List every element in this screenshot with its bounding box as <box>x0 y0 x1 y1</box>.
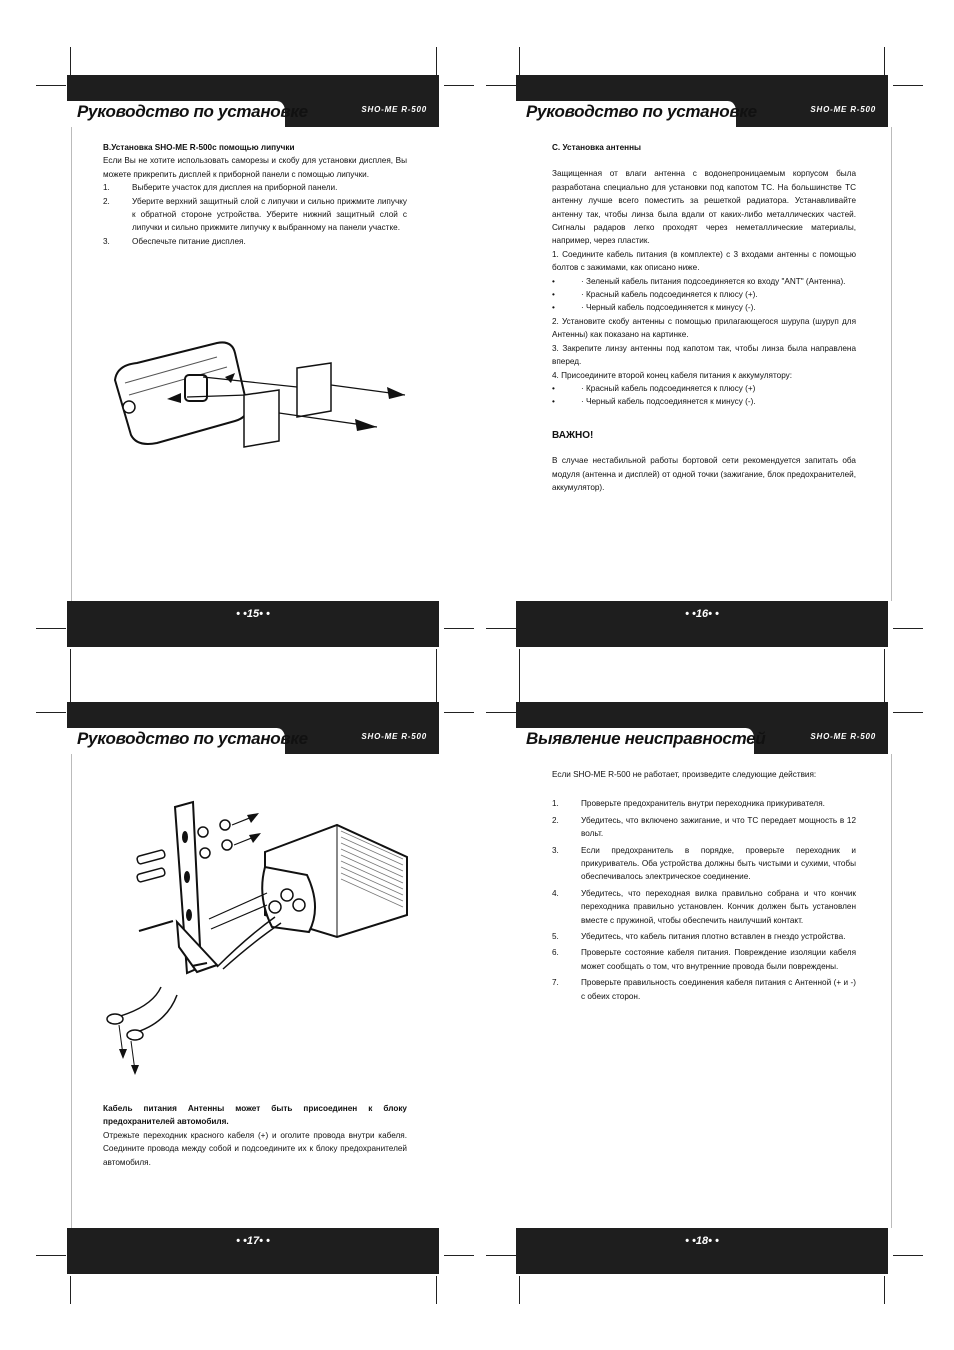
footer-bar <box>516 601 888 647</box>
footer-bar <box>67 601 439 647</box>
page-17 <box>67 702 439 1284</box>
step-text: 1. Соедините кабель питания (в комплекте) с 3 входами антенны с помощью болтов с зажимами, как описано ниже. <box>552 249 856 273</box>
paragraph: Защищенная от влаги антенна с водонепроницаемым корпусом была разработана специально для установки под капотом ТС. На большинстве ТС антенну лучше всего поместить за решеткой радиатора. Устанавливайте антенну так, чтобы линза была вдали от каких-либо металлических частей. Сигналы радаров легко проходят через неметаллические материалы, например, через пластик. <box>552 169 856 246</box>
crop-mark <box>436 1276 437 1304</box>
page-title: Руководство по установке <box>77 729 308 748</box>
crop-mark <box>436 649 437 677</box>
crop-mark <box>884 649 885 677</box>
title-tab <box>516 728 766 754</box>
page-18 <box>516 702 888 1284</box>
page-number: • •18• • <box>685 1235 719 1247</box>
step-text: 3. Закрепите линзу антенны под капотом так, чтобы линза была направлена вперед. <box>552 343 856 367</box>
content <box>103 1102 407 1169</box>
list-item: 1. Проверьте предохранитель внутри переходника прикуривателя. <box>552 799 825 809</box>
section-heading: C. Установка антенны <box>552 143 642 152</box>
list-item: 7. Проверьте правильность соединения кабеля питания с Антенной (+ и -) с обеих сторон. <box>552 978 856 1001</box>
velcro-illustration <box>107 335 407 455</box>
crop-mark <box>444 628 474 629</box>
page-number: • •17• • <box>236 1235 270 1247</box>
crop-mark <box>70 1276 71 1304</box>
page-title: Выявление неисправностей <box>526 729 766 748</box>
crop-mark <box>486 1255 516 1256</box>
crop-mark <box>519 649 520 677</box>
crop-mark <box>36 85 66 86</box>
crop-mark <box>436 47 437 75</box>
page-number: • •15• • <box>236 608 270 620</box>
bullet-item: • · Черный кабель подсоединяется к минусу (-). <box>552 303 756 313</box>
list-item: 3. Обеспечьте питание дисплея. <box>103 236 246 246</box>
crop-mark <box>70 674 71 702</box>
intro-text: Если Вы не хотите использовать саморезы и скобу для установки дисплея, Вы можете прикрепить дисплей к приборной панели с помощью липучки. <box>103 156 407 179</box>
list-item: 5. Убедитесь, что кабель питания плотно вставлен в гнездо устройства. <box>552 932 846 942</box>
page-title: Руководство по установке <box>77 102 308 121</box>
caption-bold: Кабель питания Антенны может быть присоединен к блоку предохранителей автомобиля. <box>103 1104 407 1127</box>
crop-mark <box>486 628 516 629</box>
list-item: 2. Убедитесь, что включено зажигание, и что ТС передает мощность в 12 вольт. <box>552 815 856 839</box>
crop-mark <box>519 674 520 702</box>
crop-mark <box>486 85 516 86</box>
step-text: 2. Установите скобу антенны с помощью прилагающегося шурупа (шуруп для Антенны) как показано на картинке. <box>552 316 856 340</box>
crop-mark <box>893 628 923 629</box>
page-16 <box>516 75 888 657</box>
title-tab <box>67 101 308 127</box>
title-tab <box>67 728 308 754</box>
important-text: В случае нестабильной работы бортовой сети рекомендуется запитать оба модуля (антенна и дисплей) от одной точки (зажигание, блок предохранителей, аккумулятор). <box>552 456 856 492</box>
bullet-item: • · Красный кабель подсоединяется к плюсу (+) <box>552 383 756 393</box>
crop-mark <box>36 628 66 629</box>
footer-bar <box>516 1228 888 1274</box>
step-text: 4. Присоедините второй конец кабеля питания к аккумулятору: <box>552 370 793 380</box>
crop-mark <box>36 1255 66 1256</box>
model-label: SHO-ME R-500 <box>810 732 876 741</box>
important-title: ВАЖНО! <box>552 429 594 441</box>
crop-mark <box>444 712 474 713</box>
crop-mark <box>70 47 71 75</box>
crop-mark <box>70 649 71 677</box>
antenna-bracket-illustration <box>97 797 417 1082</box>
crop-mark <box>444 1255 474 1256</box>
crop-mark <box>486 712 516 713</box>
section-heading: B.Установка SHO-ME R-500с помощью липучки <box>103 143 295 152</box>
crop-mark <box>884 674 885 702</box>
model-label: SHO-ME R-500 <box>361 732 427 741</box>
page-title: Руководство по установке <box>526 102 757 121</box>
crop-mark <box>519 1276 520 1304</box>
model-label: SHO-ME R-500 <box>810 105 876 114</box>
list-item: 1. Выберите участок для дисплея на приборной панели. <box>103 183 338 193</box>
caption-text: Отрежьте переходник красного кабеля (+) и оголите провода внутри кабеля. Соедините провода между собой и подсоедините их к блоку предохранителей автомобиля. <box>103 1130 407 1167</box>
page-15 <box>67 75 439 657</box>
list-item: 4. Убедитесь, что переходная вилка правильно собрана и что кончик переходника правильно установлен. Кончик должен быть установлен вместе с пружиной, чтобы обеспечить наилучший контакт. <box>552 888 856 925</box>
intro-text: Если SHO-ME R-500 не работает, произведите следующие действия: <box>552 770 817 779</box>
page-number: • •16• • <box>685 608 719 620</box>
bullet-item: • · Черный кабель подсоедиянется к минусу (-). <box>552 397 756 407</box>
footer-bar <box>67 1228 439 1274</box>
list-item: 2. Уберите верхний защитный слой с липучки и сильно прижмите липучку к обратной стороне устройства. Уберите нижний защитный слой с липучки и сильно прижмите липучку к выбранному на панели участке. <box>103 196 407 233</box>
list-item: 6. Проверьте состояние кабеля питания. Повреждение изоляции кабеля может сообщать о том, что внутренние провода были повреждены. <box>552 948 856 971</box>
crop-mark <box>884 47 885 75</box>
title-tab <box>516 101 757 127</box>
crop-mark <box>444 85 474 86</box>
crop-mark <box>36 712 66 713</box>
model-label: SHO-ME R-500 <box>361 105 427 114</box>
content <box>552 768 856 1006</box>
bullet-item: • · Зеленый кабель питания подсоединяется ко входу "ANT" (Антенна). <box>552 276 846 286</box>
list-item: 3. Если предохранитель в порядке, проверьте переходник и прикуриватель. Оба устройства должны быть чистыми и сухими, чтобы обеспечивалось электрическое соединение. <box>552 845 856 882</box>
crop-mark <box>519 47 520 75</box>
crop-mark <box>893 1255 923 1256</box>
content <box>552 141 856 494</box>
crop-mark <box>893 85 923 86</box>
crop-mark <box>884 1276 885 1304</box>
content <box>103 141 407 248</box>
crop-mark <box>893 712 923 713</box>
crop-mark <box>436 674 437 702</box>
bullet-item: • · Красный кабель подсоединяется к плюсу (+). <box>552 290 758 300</box>
